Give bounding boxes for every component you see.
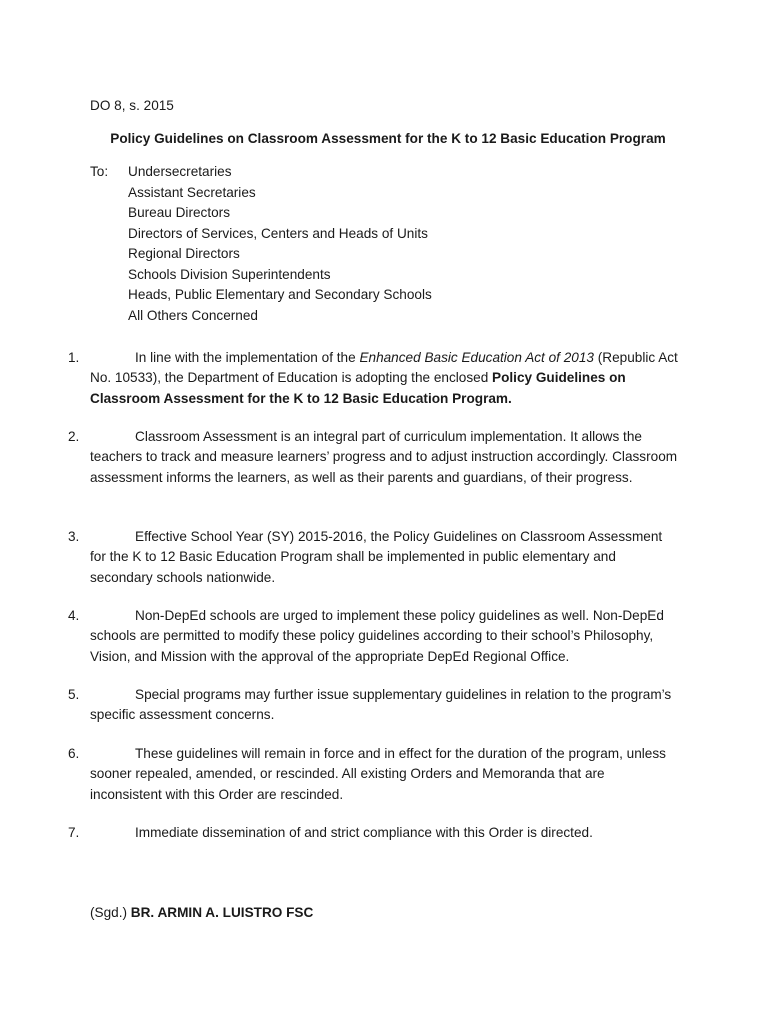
paragraph-number: 7. bbox=[68, 825, 80, 840]
paragraph-body: Effective School Year (SY) 2015-2016, the Policy Guidelines on Classroom Assessment for the K to 12 Basic Education Program shall be implemented in public elementary and secondary schools nationwide. bbox=[90, 529, 663, 585]
signatory-name: BR. ARMIN A. LUISTRO FSC bbox=[130, 905, 314, 920]
paragraph-7 bbox=[68, 823, 680, 843]
paragraph-body: Immediate dissemination of and strict compliance with this Order is directed. bbox=[135, 825, 593, 840]
paragraph-body: Special programs may further issue supplementary guidelines in relation to the program’s specific assessment concerns. bbox=[90, 687, 672, 723]
to-label: To: bbox=[90, 164, 109, 179]
recipient-item: Bureau Directors bbox=[128, 205, 230, 220]
policy-title-emphasis: Policy Guidelines on Classroom Assessment for the K to 12 Basic Education Program. bbox=[90, 370, 626, 406]
paragraph-body: These guidelines will remain in force and in effect for the duration of the program, unless sooner repealed, amended, or rescinded. All existing Orders and Memoranda that are inconsistent with this Order are rescinded. bbox=[90, 746, 666, 802]
paragraph-body bbox=[90, 348, 680, 409]
recipient-item: Schools Division Superintendents bbox=[128, 266, 331, 282]
paragraph-body: Non-DepEd schools are urged to implement these policy guidelines as well. Non-DepEd schools are permitted to modify these policy guidelines according to their school’s Philosophy, Vision, and Mission with the approval of the appropriate DepEd Regional Office. bbox=[90, 608, 664, 664]
paragraph-1 bbox=[68, 348, 680, 409]
recipient-item: Heads, Public Elementary and Secondary Schools bbox=[128, 287, 432, 302]
paragraph-6 bbox=[68, 744, 680, 805]
recipient-item: Undersecretaries bbox=[128, 164, 232, 179]
recipient-item: Directors of Services, Centers and Heads of Units bbox=[128, 225, 428, 241]
recipient-list bbox=[128, 162, 432, 326]
paragraph-number: 2. bbox=[68, 429, 80, 444]
paragraph-number: 4. bbox=[68, 608, 80, 623]
paragraph-number: 6. bbox=[68, 746, 80, 761]
paragraph-3 bbox=[68, 527, 680, 588]
recipients-block bbox=[90, 162, 432, 326]
recipient-item: Assistant Secretaries bbox=[128, 184, 256, 200]
paragraph-number: 1. bbox=[68, 350, 80, 365]
paragraph-5 bbox=[68, 685, 680, 726]
act-title: Enhanced Basic Education Act of 2013 bbox=[359, 350, 594, 365]
paragraph-number: 3. bbox=[68, 529, 80, 544]
paragraph-text: In line with the implementation of the bbox=[135, 350, 360, 365]
signature-line bbox=[90, 903, 313, 923]
order-code: DO 8, s. 2015 bbox=[90, 98, 174, 113]
recipient-item: Regional Directors bbox=[128, 246, 240, 261]
paragraph-body: Classroom Assessment is an integral part of curriculum implementation. It allows the teachers to track and measure learners’ progress and to adjust instruction accordingly. Classroom assessment informs the learners, as well as their parents and guardians, of their progress. bbox=[90, 429, 678, 485]
paragraph-text: (Republic Act No. 10533), the Department of Education is adopting the enclosed bbox=[90, 350, 678, 386]
document-title: Policy Guidelines on Classroom Assessment for the K to 12 Basic Education Program bbox=[110, 131, 666, 146]
paragraph-4 bbox=[68, 606, 680, 667]
paragraph-2 bbox=[68, 427, 680, 488]
paragraph-number: 5. bbox=[68, 687, 80, 702]
signature-prefix: (Sgd.) bbox=[90, 905, 131, 920]
recipient-item: All Others Concerned bbox=[128, 307, 258, 323]
